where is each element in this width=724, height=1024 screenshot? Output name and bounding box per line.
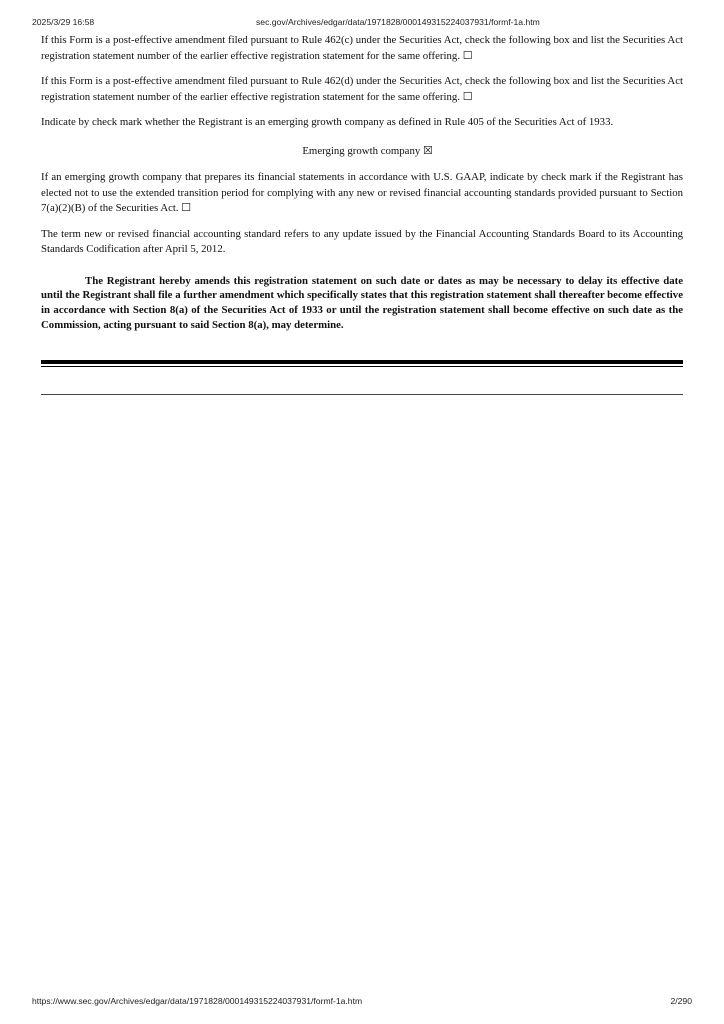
- transition-period-paragraph: If an emerging growth company that prepares its financial statements in accordance with U.S. GAAP, indicate by check mark if the Registrant has elected not to use the extended transition period for complying with any new or revised financial accounting standards provided pursuant to Section 7(a)(2)(B) of the Securities Act. ☐: [41, 171, 683, 214]
- page-number: 2/290: [670, 996, 692, 1006]
- emerging-growth-checkbox-line: Emerging growth company ☒: [302, 144, 433, 157]
- print-header: [0, 17, 724, 31]
- emerging-growth-question: Indicate by check mark whether the Registrant is an emerging growth company as defined in Rule 405 of the Securities Act of 1933.: [41, 116, 614, 128]
- rule-462d-paragraph: If this Form is a post-effective amendment filed pursuant to Rule 462(d) under the Securities Act, check the following box and list the Securities Act registration statement number of the earlier effective registration statement for the same offering. ☐: [41, 75, 683, 103]
- print-header-url: sec.gov/Archives/edgar/data/1971828/000149315224037931/formf-1a.htm: [256, 17, 540, 27]
- print-footer-url: https://www.sec.gov/Archives/edgar/data/1971828/000149315224037931/formf-1a.htm: [32, 996, 363, 1006]
- print-footer: [0, 996, 724, 1010]
- rule-462c-paragraph: If this Form is a post-effective amendment filed pursuant to Rule 462(c) under the Securities Act, check the following box and list the Securities Act registration statement number of the earlier effective registration statement for the same offering. ☐: [41, 34, 683, 62]
- accounting-standard-definition: The term new or revised financial accounting standard refers to any update issued by the Financial Accounting Standards Board to its Accounting Standards Codification after April 5, 2012.: [41, 227, 683, 255]
- document-body: [41, 33, 683, 332]
- print-timestamp: 2025/3/29 16:58: [32, 17, 95, 27]
- section-divider-thick: [41, 360, 683, 364]
- delaying-amendment-paragraph: The Registrant hereby amends this registration statement on such date or dates as may be necessary to delay its effective date until the Registrant shall file a further amendment which specifically states that this registration statement shall thereafter become effective in accordance with Section 8(a) of the Securities Act of 1933 or until the registration statement shall become effective on such date as the Commission, acting pursuant to said Section 8(a), may determine.: [41, 274, 683, 331]
- page-separator-line: [41, 394, 683, 395]
- section-divider-thin: [41, 366, 683, 367]
